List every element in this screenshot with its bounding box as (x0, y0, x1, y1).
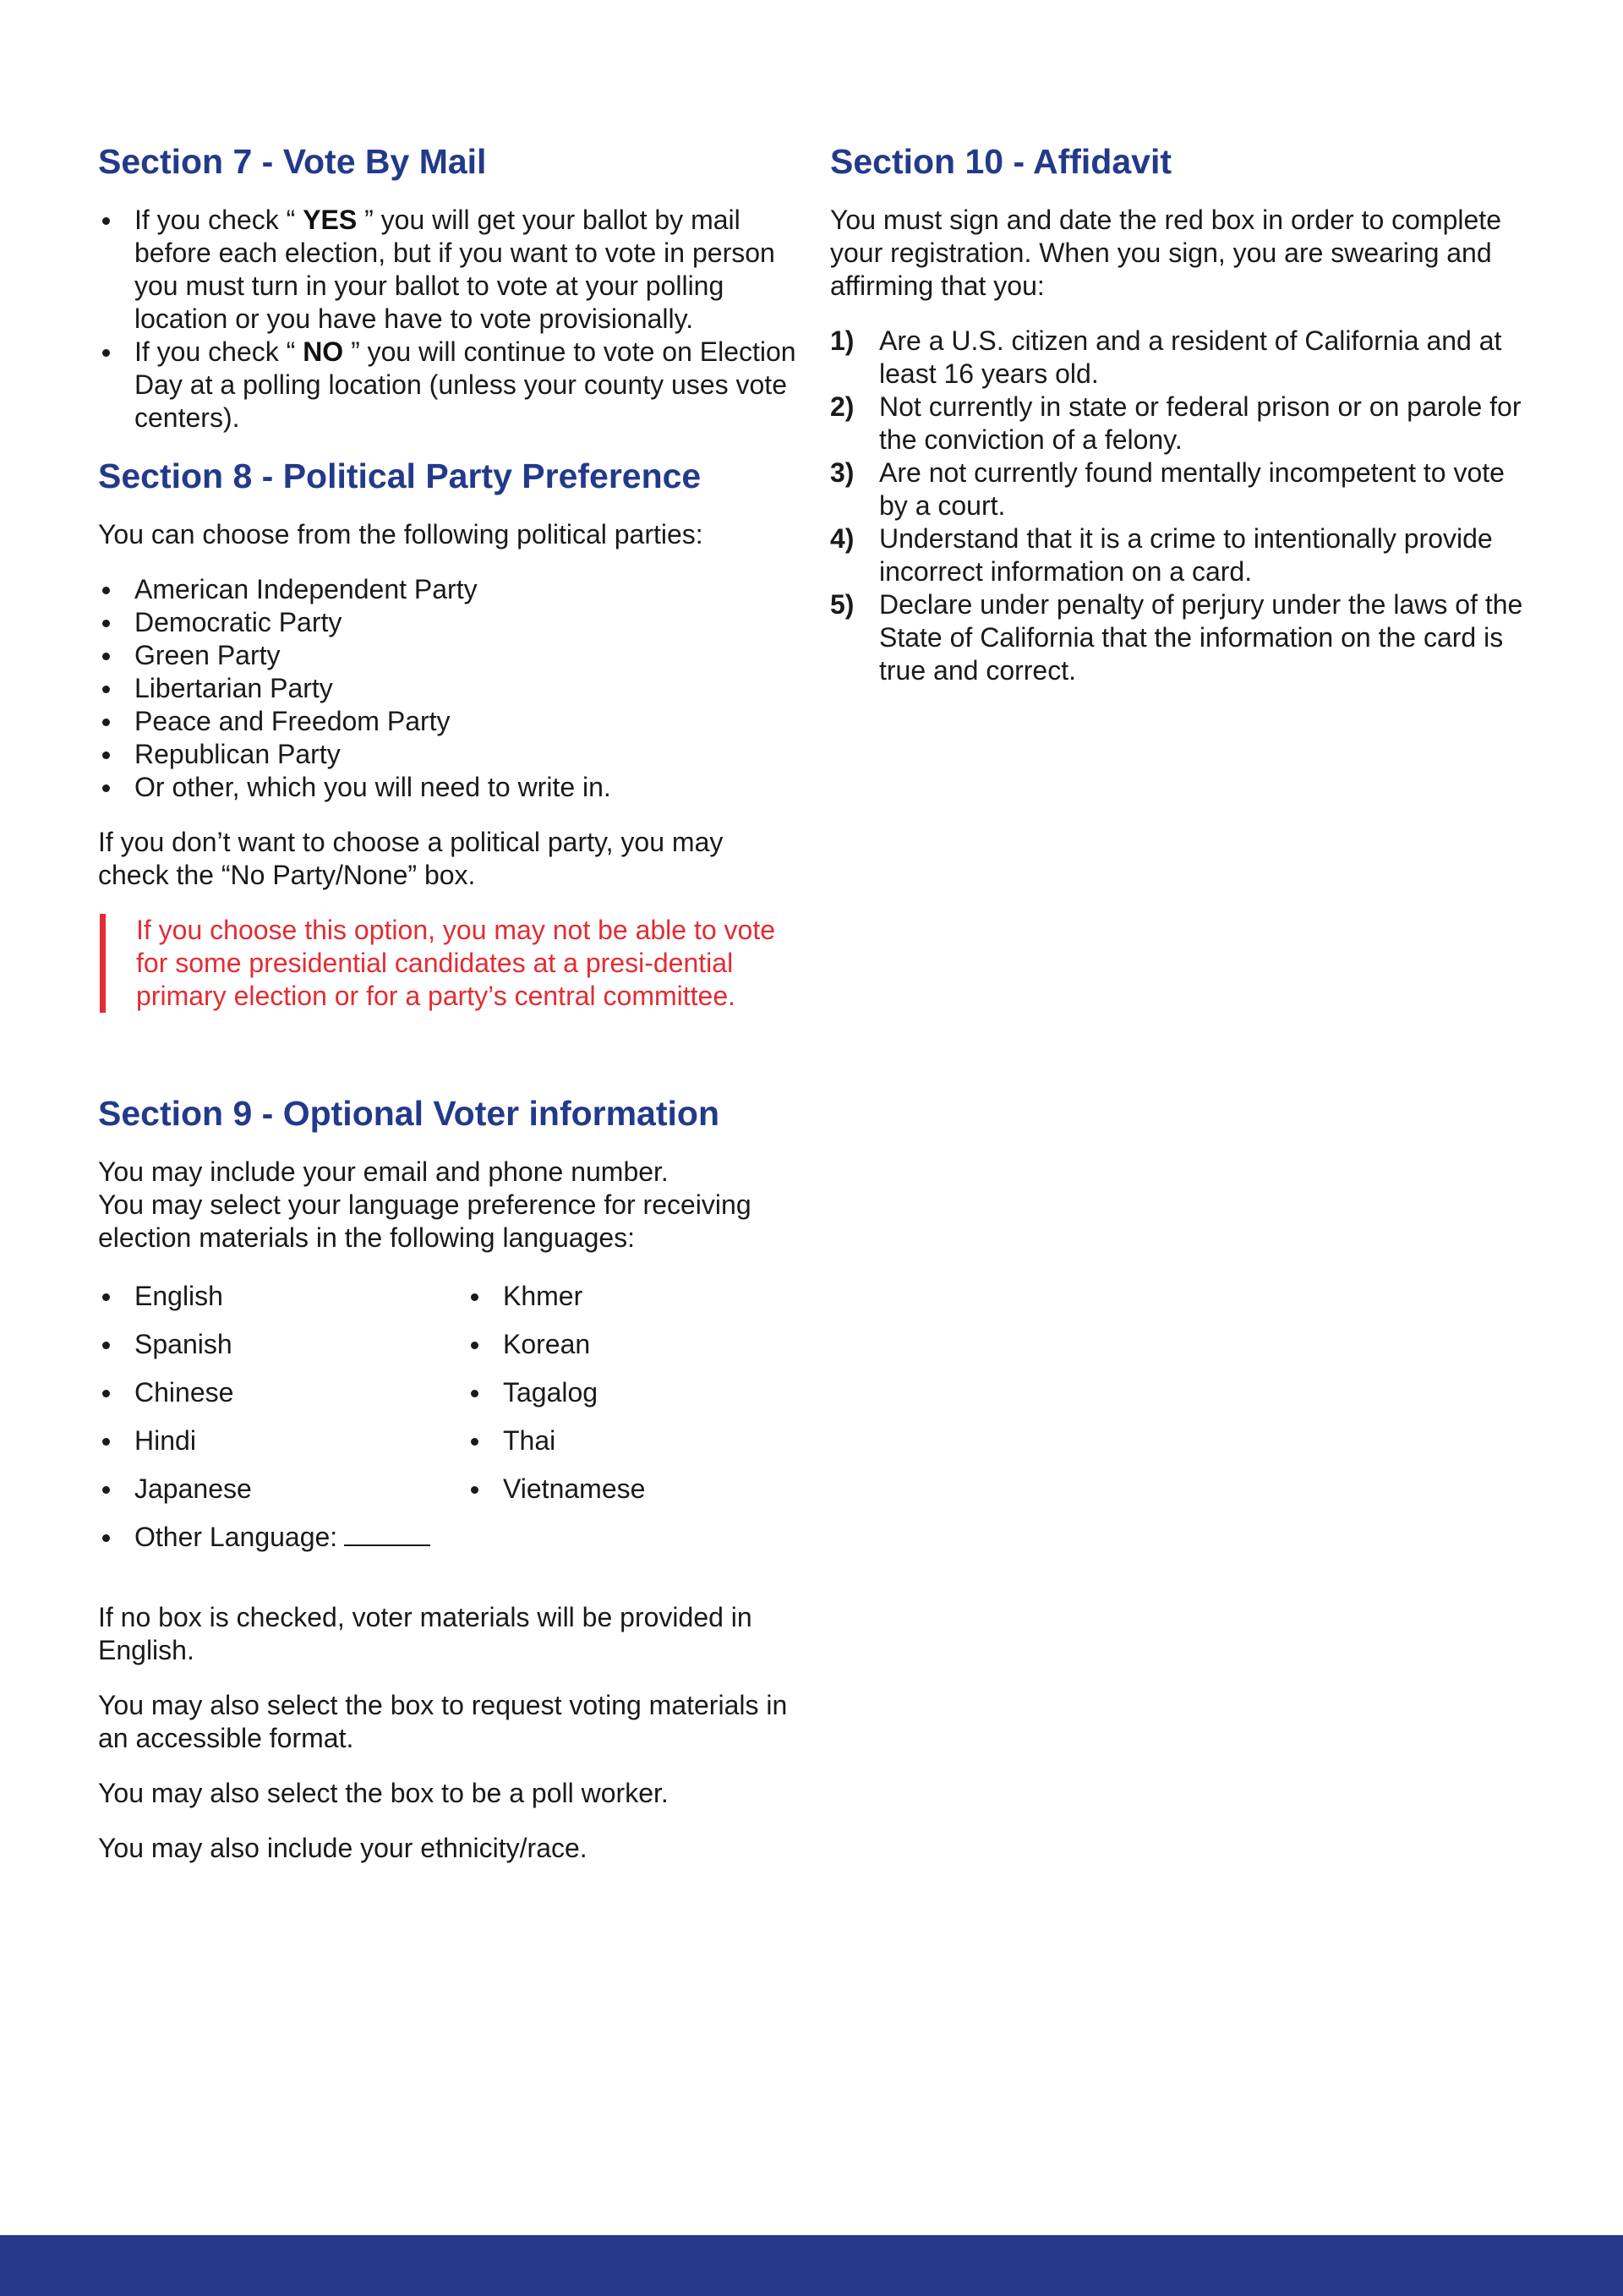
section-9-title: Section 9 - Optional Voter information (98, 1094, 719, 1134)
party-item: Democratic Party (98, 606, 800, 639)
affidavit-item-number: 4) (830, 523, 855, 555)
party-item: Peace and Freedom Party (98, 705, 800, 738)
yes-item-text: ” you will get your ballot by mail before each election, but if you want to vote in person you must turn in your ballot to vote at your polling location or you have have to vote provisionally. (134, 205, 775, 335)
accessible-format-note: You may also select the box to request voting materials in an accessible format. (98, 1690, 788, 1754)
no-party-text: If you don’t want to choose a political party, you may check the “No Party/None” box. (98, 827, 724, 891)
language-item: English (98, 1280, 467, 1313)
party-item: Green Party (98, 639, 800, 672)
language-item: Spanish (98, 1328, 467, 1361)
affidavit-item (830, 325, 1532, 391)
affidavit-item-text: Not currently in state or federal prison or on parole for the conviction of a felony. (879, 391, 1522, 456)
poll-worker-note: You may also select the box to be a poll worker. (98, 1778, 669, 1809)
affidavit-item-number: 3) (830, 457, 855, 489)
contact-info-note: You may include your email and phone number. (98, 1156, 669, 1188)
vote-by-mail-list (98, 204, 800, 435)
language-list (98, 1280, 800, 1554)
affidavit-item-number: 5) (830, 589, 855, 620)
no-item-text: ” you will continue to vote on Election Day at a polling location (unless your county uses vote centers). (134, 336, 796, 434)
affidavit-list (830, 325, 1532, 687)
party-item: Libertarian Party (98, 672, 800, 705)
party-list (98, 573, 800, 804)
yes-item-pre: If you check “ (134, 205, 303, 236)
language-item: Japanese (98, 1473, 467, 1506)
affidavit-item (830, 456, 1532, 522)
language-item: Korean (467, 1328, 788, 1361)
language-item: Khmer (467, 1280, 788, 1313)
language-item: Thai (467, 1424, 788, 1457)
vote-by-mail-no-item (98, 336, 800, 435)
affidavit-item-text: Are a U.S. citizen and a resident of California and at least 16 years old. (879, 325, 1502, 390)
no-party-warning: If you choose this option, you may not be able to vote for some presidential candidates at a presi-dential primary election or for a party’s central committee. (100, 914, 800, 1013)
no-label: NO (303, 336, 344, 368)
affidavit-item-number: 1) (830, 325, 855, 357)
section-8 (98, 456, 800, 1013)
affidavit-intro: You must sign and date the red box in order to complete your registration. When you sign, you are swearing and affirming that you: (830, 205, 1501, 302)
section-7 (98, 142, 800, 435)
section-9 (98, 1094, 800, 1865)
yes-label: YES (303, 205, 358, 236)
affidavit-item (830, 391, 1532, 456)
language-preference-note: You may select your language preference for receiving election materials in the following languages: (98, 1189, 751, 1254)
party-item: Republican Party (98, 738, 800, 771)
language-item: Tagalog (467, 1376, 788, 1409)
no-item-pre: If you check “ (134, 336, 303, 368)
affidavit-item-text: Understand that it is a crime to intentionally provide incorrect information on a card. (879, 523, 1493, 588)
language-item: Vietnamese (467, 1473, 788, 1506)
language-item: Chinese (98, 1376, 467, 1409)
affidavit-item (830, 588, 1532, 687)
voter-info-intro (98, 1156, 800, 1255)
default-language-note: If no box is checked, voter materials will be provided in English. (98, 1602, 752, 1666)
party-item: American Independent Party (98, 573, 800, 606)
language-item: Hindi (98, 1424, 467, 1457)
section-8-title: Section 8 - Political Party Preference (98, 456, 702, 496)
affidavit-item-number: 2) (830, 391, 855, 423)
party-item: Or other, which you will need to write in. (98, 771, 800, 804)
other-language-item (98, 1521, 467, 1554)
left-column (98, 142, 800, 1887)
section-10 (830, 142, 1532, 687)
affidavit-item (830, 522, 1532, 588)
party-intro: You can choose from the following political parties: (98, 519, 703, 550)
other-language-blank (344, 1521, 430, 1546)
footer-bar (0, 2235, 1623, 2296)
ethnicity-note: You may also include your ethnicity/race. (98, 1833, 587, 1864)
affidavit-item-text: Declare under penalty of perjury under the laws of the State of California that the information on the card is true and correct. (879, 589, 1523, 686)
right-column (830, 142, 1532, 687)
affidavit-item-text: Are not currently found mentally incompetent to vote by a court. (879, 457, 1505, 522)
other-language-label: Other Language: (134, 1522, 338, 1553)
section-7-title: Section 7 - Vote By Mail (98, 142, 487, 181)
vote-by-mail-yes-item (98, 204, 800, 336)
section-10-title: Section 10 - Affidavit (830, 142, 1172, 181)
